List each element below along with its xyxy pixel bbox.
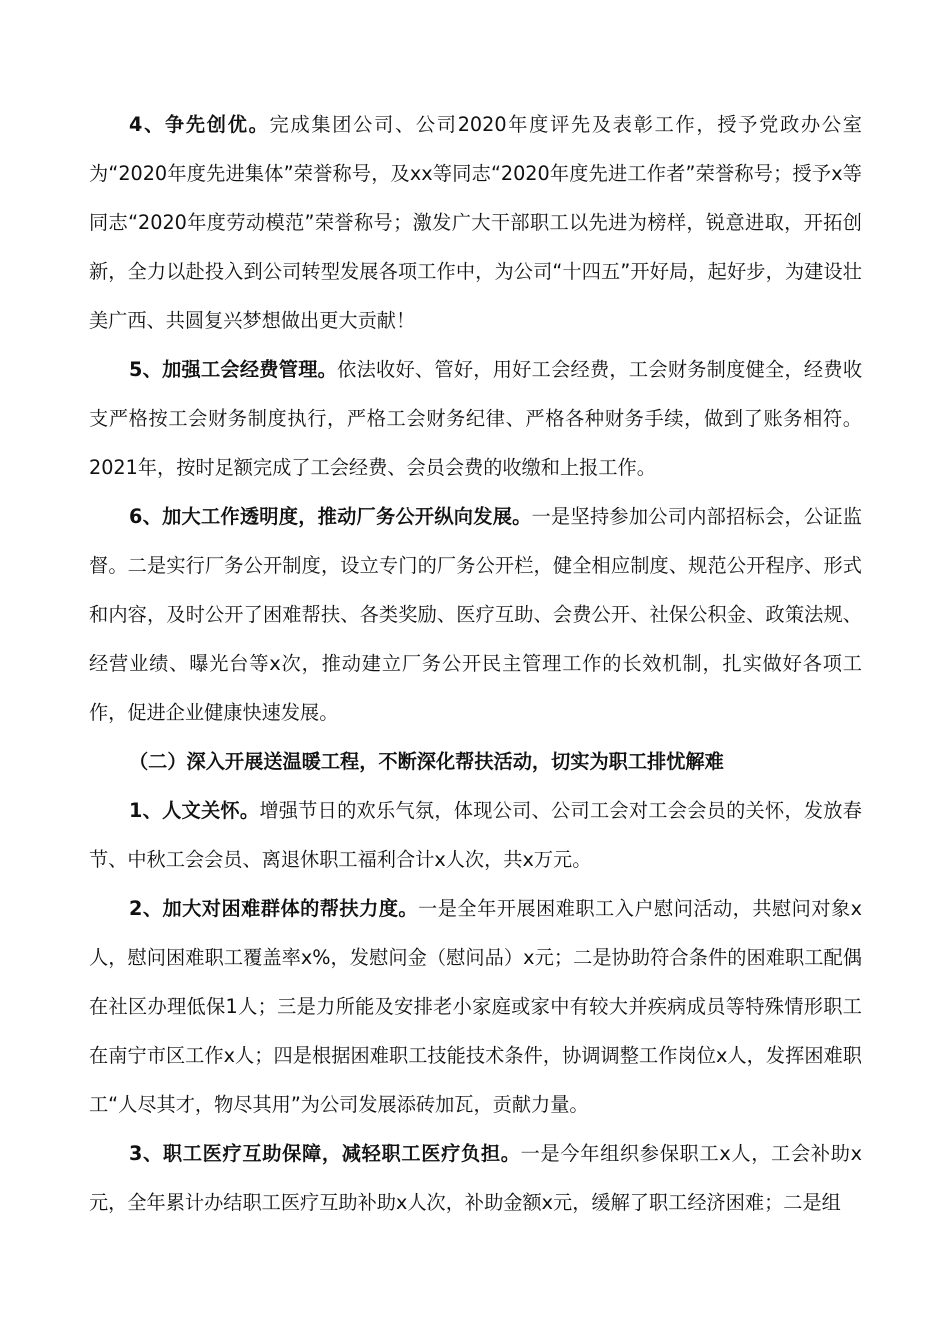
paragraph-body: 一是今年组织参保职工x人，工会补助x元，全年累计办结职工医疗互助补助x人次，补助金额x元，缓解了职工经济困难；二是组 — [89, 1142, 862, 1214]
paragraph-4 — [89, 100, 862, 345]
section-paragraph-2 — [89, 884, 862, 1129]
paragraph-lead: 4、争先创优。 — [129, 113, 270, 136]
section-paragraph-1 — [89, 786, 862, 884]
paragraph-body: 增强节日的欢乐气氛，体现公司、公司工会对工会会员的关怀，发放春节、中秋工会会员、离退休职工福利合计x人次，共x万元。 — [89, 799, 862, 871]
paragraph-lead: 3、职工医疗互助保障，减轻职工医疗负担。 — [129, 1142, 521, 1165]
paragraph-lead: 2、加大对困难群体的帮扶力度。 — [129, 897, 419, 920]
paragraph-body: 一是坚持参加公司内部招标会，公证监督。二是实行厂务公开制度，设立专门的厂务公开栏，健全相应制度、规范公开程序、形式和内容，及时公开了困难帮扶、各类奖励、医疗互助、会费公开、社保公积金、政策法规、经营业绩、曝光台等x次，推动建立厂务公开民主管理工作的长效机制，扎实做好各项工作，促进企业健康快速发展。 — [89, 505, 862, 724]
paragraph-lead: 5、加强工会经费管理。 — [129, 358, 338, 381]
section-paragraph-3 — [89, 1129, 862, 1227]
paragraph-lead: 6、加大工作透明度，推动厂务公开纵向发展。 — [129, 505, 532, 528]
section-heading: （二）深入开展送温暖工程，不断深化帮扶活动，切实为职工排忧解难 — [129, 750, 724, 773]
paragraph-5 — [89, 345, 862, 492]
paragraph-body: 依法收好、管好，用好工会经费，工会财务制度健全，经费收支严格按工会财务制度执行，严格工会财务纪律、严格各种财务手续，做到了账务相符。2021年，按时足额完成了工会经费、会员会费的收缴和上报工作。 — [89, 358, 863, 479]
paragraph-body: 完成集团公司、公司2020年度评先及表彰工作，授予党政办公室为“2020年度先进集体”荣誉称号，及xx等同志“2020年度先进工作者”荣誉称号；授予x等同志“2020年度劳动模范”荣誉称号；激发广大干部职工以先进为榜样，锐意进取，开拓创新，全力以赴投入到公司转型发展各项工作中，为公司“十四五”开好局，起好步，为建设壮美广西、共圆复兴梦想做出更大贡献！ — [89, 113, 862, 332]
paragraph-6 — [89, 492, 862, 737]
paragraph-body: 一是全年开展困难职工入户慰问活动，共慰问对象x人，慰问困难职工覆盖率x%，发慰问金（慰问品）x元；二是协助符合条件的困难职工配偶在社区办理低保1人；三是力所能及安排老小家庭或家中有较大并疾病成员等特殊情形职工在南宁市区工作x人；四是根据困难职工技能技术条件，协调调整工作岗位x人，发挥困难职工“人尽其才，物尽其用”为公司发展添砖加瓦，贡献力量。 — [89, 897, 862, 1116]
paragraph-lead: 1、人文关怀。 — [129, 799, 260, 822]
